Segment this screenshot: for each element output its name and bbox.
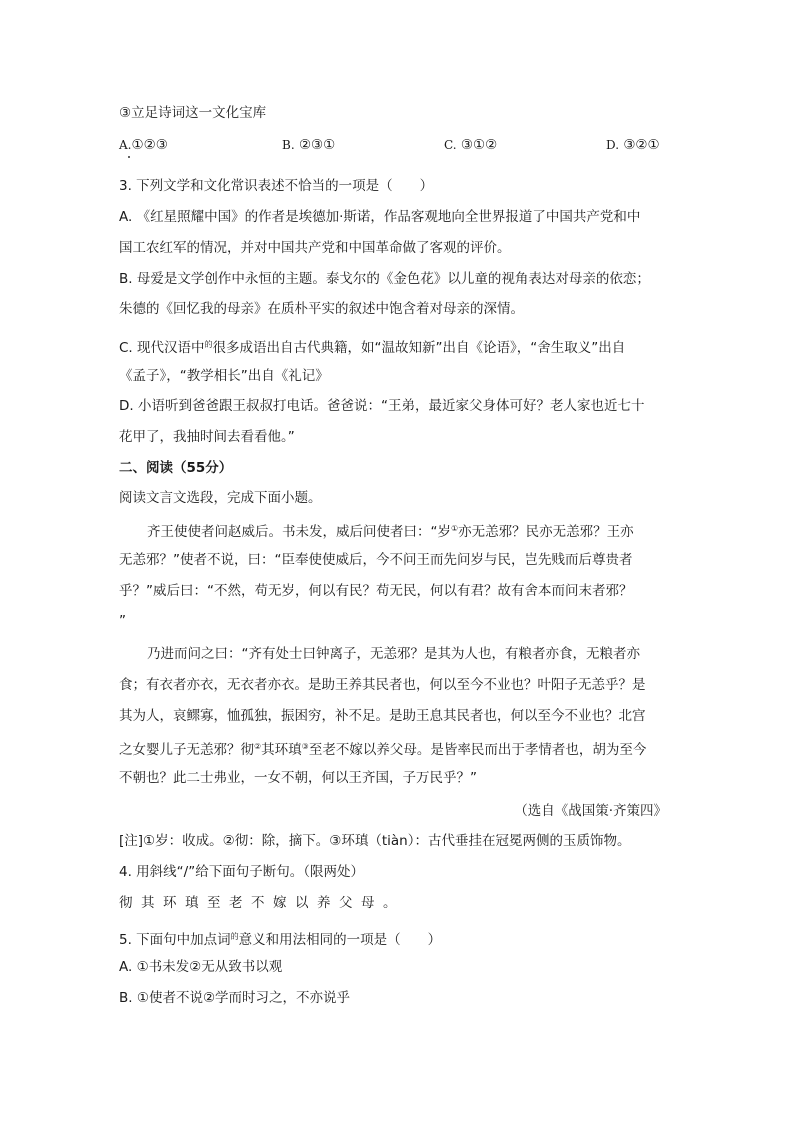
passage-p1-line2: 无恙邪？”使者不说，曰：“臣奉使使威后，今不问王而先问岁与民，岂先贱而后尊贵者	[119, 552, 633, 568]
p2-part3: 至老不嫁以养父母。是皆率民而出于孝情者也，胡为至今	[308, 742, 647, 758]
passage-p2-line2: 食；有衣者亦衣，无衣者亦衣。是助王养其民者也，何以至今不业也？叶阳子无恙乎？是	[119, 677, 646, 693]
question-3: 3. 下列文学和文化常识表述不恰当的一项是（ ）	[119, 178, 434, 194]
q5-part1: 5. 下面句中加点词	[119, 932, 231, 948]
p2-part1: 之女婴儿子无恙邪？彻	[119, 742, 254, 758]
passage-p1-line4: ”	[119, 613, 126, 629]
annotation-note: [注]①岁：收成。②彻：除，摘下。③环瑱（tiàn）：古代垂挂在冠冕两侧的玉质饰物。	[119, 833, 631, 849]
option-c-label: C.	[444, 138, 457, 152]
option-c-text: ③①②	[460, 137, 498, 153]
p1-part2: 亦无恙邪？民亦无恙邪？王亦	[458, 524, 634, 540]
q3-option-a-line1: A. 《红星照耀中国》的作者是埃德加·斯诺，作品客观地向全世界报道了中国共产党和中	[119, 209, 641, 225]
option-d-label: D.	[606, 138, 620, 152]
passage-p1-line1	[147, 520, 634, 541]
option-b-text: ②③①	[298, 137, 336, 153]
q5-part2: 意义和用法相同的一项是（ ）	[238, 932, 442, 948]
question-5	[119, 928, 441, 949]
option-b	[282, 136, 335, 154]
q5-option-b: B. ①使者不说②学而时习之，不亦说乎	[119, 990, 351, 1006]
p2-part2: 其环瑱	[261, 742, 302, 758]
source-citation: （选自《战国策·齐策四》	[514, 803, 667, 819]
option-a	[119, 136, 168, 154]
q3-option-c-line2: 《孟子》，“教学相长”出自《礼记》	[119, 368, 329, 384]
option-d	[606, 136, 660, 154]
option-a-label: A.	[119, 138, 132, 152]
q5-sup: 的	[230, 932, 239, 941]
q3-option-b-line1: B. 母爱是文学创作中永恒的主题。泰戈尔的《金色花》以儿童的视角表达对母亲的依恋；	[119, 271, 650, 287]
option-c	[444, 136, 497, 154]
passage-p2-line1: 乃进而问之曰：“齐有处士曰钟离子，无恙邪？是其为人也，有粮者亦食，无粮者亦	[147, 646, 640, 662]
section-heading: 二、阅读（55分）	[119, 460, 233, 476]
q3-option-c-line1	[119, 336, 625, 357]
passage-p1-line3: 乎？”威后曰：“不然，苟无岁，何以有民？苟无民，何以有君？故有舍本而问末者邪？	[119, 583, 633, 599]
passage-p2-line5: 不朝也？此二士弗业，一女不朝，何以王齐国，子万民乎？”	[119, 770, 477, 786]
p2-sup1: ②	[254, 742, 262, 751]
q3-option-d-line2: 花甲了，我抽时间去看看他。”	[119, 429, 295, 445]
q3-option-d-line1: D. 小语听到爸爸跟王叔叔打电话。爸爸说：“王弟，最近家父身体可好？老人家也近七十	[119, 398, 645, 414]
p1-part1: 齐王使使者问赵威后。书未发，威后问使者曰：“岁	[147, 524, 451, 540]
option-b-label: B.	[282, 138, 295, 152]
question-4-sentence: 彻其环瑱至老不嫁以养父母。	[119, 895, 405, 911]
item-3: ③立足诗词这一文化宝库	[119, 105, 267, 121]
question-4: 4. 用斜线“/”给下面句子断句。（限两处）	[119, 864, 364, 880]
reading-instruction: 阅读文言文选段，完成下面小题。	[119, 490, 322, 506]
q3-c-part1: C. 现代汉语中	[119, 340, 205, 356]
option-a-text: ①②③	[131, 137, 168, 153]
q5-option-a: A. ①书未发②无从致书以观	[119, 959, 283, 975]
q3-c-sup: 的	[204, 340, 213, 349]
dot-mark	[128, 156, 130, 158]
passage-p2-line3: 其为人，哀鳏寡，恤孤独，振困穷，补不足。是助王息其民者也，何以至今不业也？北宫	[119, 708, 646, 724]
p2-sup2: ③	[301, 742, 309, 751]
passage-p2-line4	[119, 738, 646, 759]
option-d-text: ③②①	[623, 137, 660, 153]
q3-c-part2: 很多成语出自古代典籍，如“温故知新”出自《论语》，“舍生取义”出自	[212, 340, 626, 356]
q3-option-a-line2: 国工农红军的情况，并对中国共产党和中国革命做了客观的评价。	[119, 240, 511, 256]
p1-sup: ①	[451, 524, 459, 533]
q3-option-b-line2: 朱德的《回忆我的母亲》在质朴平实的叙述中饱含着对母亲的深情。	[119, 301, 524, 317]
